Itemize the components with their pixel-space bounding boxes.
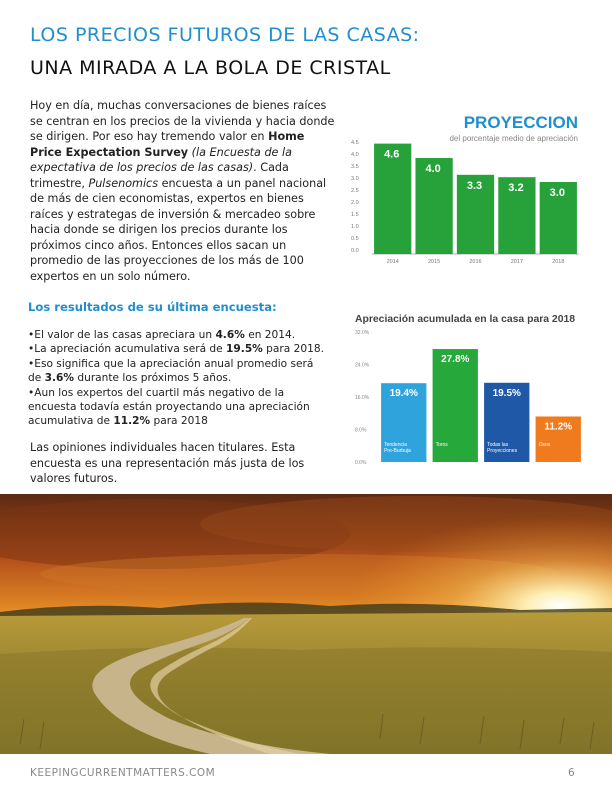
- chart1-y-tick: 1.0: [351, 224, 359, 230]
- result-item: [28, 328, 328, 342]
- chart1-y-tick: 4.0: [351, 152, 359, 158]
- result-text: •Eso significa que la apreciación anual promedio será de: [28, 357, 314, 385]
- result-text: •Aun los expertos del cuartil más negativo de la encuesta todavía están proyectando una apreciación acumulativa de: [28, 386, 310, 428]
- chart2-title: Apreciación acumulada en la casa para 2018: [355, 314, 576, 325]
- chart1-value-label: 3.2: [508, 182, 524, 195]
- result-value: 19.5%: [226, 343, 263, 356]
- chart1-y-tick: 3.5: [351, 164, 359, 170]
- chart2-category-line: Osos: [538, 442, 551, 448]
- chart1-value-label: 3.0: [549, 187, 565, 199]
- chart2-y-tick: 24.0%: [355, 362, 370, 369]
- chart1-category-label: 2016: [469, 259, 482, 265]
- chart1-title: PROYECCION: [463, 113, 578, 132]
- result-value: 3.6%: [44, 372, 75, 385]
- projection-chart: [348, 108, 583, 268]
- chart2-value-label: 11.2%: [544, 421, 573, 433]
- page-title-line2: UNA MIRADA A LA BOLA DE CRISTAL: [30, 57, 391, 79]
- intro-text: Hoy en día, muchas conversaciones de bienes raíces se centran en los precios de la vivienda y hacia donde se dirigen. Por eso hay tremendo valor en: [30, 99, 335, 143]
- chart1-y-tick: 0.0: [351, 248, 359, 254]
- intro-text: . Cada trimestre,: [30, 161, 289, 190]
- chart2-category-line: Todas las: [487, 442, 509, 448]
- chart1-y-tick: 0.5: [351, 236, 359, 242]
- result-text: para 2018: [150, 415, 208, 428]
- results-heading: Los resultados de su última encuesta:: [28, 300, 277, 314]
- chart1-value-label: 4.0: [425, 163, 441, 175]
- chart2-value-label: 27.8%: [441, 354, 470, 366]
- chart1-category-label: 2014: [386, 259, 399, 265]
- chart2-category-line: Toros: [435, 442, 448, 448]
- chart2-category-line: Tendencia: [384, 442, 407, 448]
- opinions-paragraph: Las opiniones individuales hacen titulares. Esta encuesta es una representación más justa de los valores futuros.: [30, 441, 305, 485]
- intro-text: encuesta a un panel nacional de más de cien economistas, expertos en bienes raíces y estrategas de inversión & mercadeo sobre hacia donde se dirigen los precios durante los próximos cinco años. Entonces ellos sacan un promedio de las proyecciones de los más de 100 expertos en un solo número.: [30, 176, 327, 283]
- chart1-y-tick: 4.5: [351, 140, 359, 146]
- result-text: en 2014.: [244, 329, 296, 341]
- chart1-y-tick: 1.5: [351, 212, 359, 218]
- survey-translation: (la Encuesta de la expectativa de los precios de las casas): [30, 145, 292, 174]
- survey-name: Home Price Expectation Survey: [30, 130, 305, 159]
- result-value: 4.6%: [215, 329, 245, 341]
- chart2-category-line: Proyecciones: [487, 448, 518, 454]
- chart1-category-label: 2018: [552, 259, 565, 265]
- chart1-category-label: 2015: [427, 259, 441, 265]
- footer-url: KEEPINGCURRENTMATTERS.COM: [30, 767, 216, 779]
- chart2-y-tick: 16.0%: [355, 395, 370, 401]
- intro-paragraph: [30, 98, 335, 284]
- chart2-y-tick: 32.0%: [355, 330, 370, 336]
- chart1-subtitle: del porcentaje medio de apreciación: [449, 134, 578, 143]
- result-text: •La apreciación acumulativa será de: [28, 343, 227, 356]
- chart1-value-label: 3.3: [466, 179, 483, 192]
- chart2-category-line: Pre-Burbuja: [384, 448, 411, 454]
- chart2-category-label: [436, 442, 449, 448]
- chart2-category-label: [539, 442, 551, 448]
- result-item: [28, 357, 328, 386]
- cumulative-chart: [352, 306, 584, 468]
- sunset-road-photo: [0, 494, 612, 754]
- pulsenomics-name: Pulsenomics: [88, 176, 159, 190]
- page-title-line1: LOS PRECIOS FUTUROS DE LAS CASAS:: [30, 24, 420, 46]
- page-number: 6: [568, 767, 575, 779]
- chart1-value-label: 4.6: [384, 148, 400, 161]
- chart2-y-tick: 8.0%: [355, 427, 367, 434]
- result-text: •El valor de las casas apreciara un: [28, 329, 216, 341]
- chart1-y-tick: 2.0: [351, 200, 359, 206]
- result-text: durante los próximos 5 años.: [74, 372, 232, 385]
- chart2-value-label: 19.4%: [389, 388, 418, 400]
- result-text: para 2018.: [262, 343, 324, 356]
- chart1-y-tick: 2.5: [351, 188, 359, 194]
- chart2-value-label: 19.5%: [492, 387, 521, 399]
- results-list: [28, 328, 328, 429]
- result-value: 11.2%: [113, 415, 151, 428]
- result-item: [28, 386, 328, 429]
- chart1-y-tick: 3.0: [351, 176, 359, 182]
- chart1-category-label: 2017: [510, 259, 524, 265]
- result-item: [28, 342, 328, 356]
- chart2-y-tick: 0.0%: [355, 460, 367, 466]
